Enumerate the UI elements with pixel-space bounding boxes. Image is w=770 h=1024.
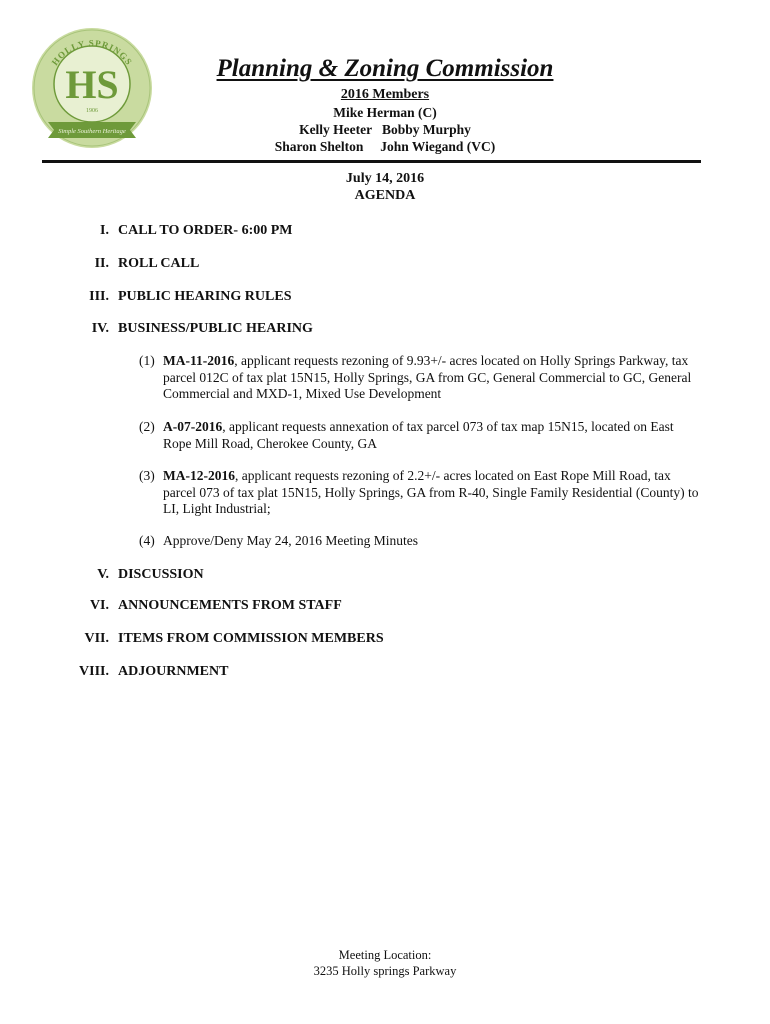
business-item — [139, 419, 699, 452]
section-label: ANNOUNCEMENTS FROM STAFF — [118, 598, 342, 613]
header-divider — [42, 160, 701, 163]
item-number: (1) — [139, 353, 155, 368]
item-number: (4) — [139, 533, 155, 548]
section-number: I. — [100, 223, 109, 238]
section-number: II. — [94, 256, 109, 271]
city-seal-logo — [30, 26, 154, 150]
section-label: DISCUSSION — [118, 567, 204, 582]
meeting-location — [0, 947, 770, 979]
agenda-label: AGENDA — [354, 188, 416, 203]
section-number: V. — [97, 567, 109, 582]
members-heading: 2016 Members — [340, 87, 430, 102]
section-number: III. — [89, 289, 109, 304]
case-number: A-07-2016 — [163, 419, 223, 434]
item-number: (3) — [139, 468, 155, 483]
item-description: , applicant requests rezoning of 9.93+/- acres located on Holly Springs Parkway, tax parcel 012C of tax plat 15N15, Holly Springs, GA from GC, General Commercial to GC, General Commercial and MXD-1, Mixed Use Development — [163, 353, 692, 401]
date-block — [0, 170, 770, 204]
member-line: Kelly Heeter Bobby Murphy — [299, 122, 471, 137]
svg-text:HS: HS — [65, 62, 119, 107]
item-description: Approve/Deny May 24, 2016 Meeting Minutes — [163, 533, 418, 548]
section-label: PUBLIC HEARING RULES — [118, 289, 292, 304]
meeting-date: July 14, 2016 — [345, 171, 425, 186]
member-line: Mike Herman (C) — [333, 105, 437, 120]
business-item — [139, 468, 699, 518]
case-number: MA-11-2016 — [163, 353, 235, 368]
document-header — [170, 52, 600, 155]
section-label: CALL TO ORDER- 6:00 PM — [118, 223, 293, 238]
item-description: , applicant requests rezoning of 2.2+/- acres located on East Rope Mill Road, tax parcel 073 of tax plat 15N15, Holly Springs, GA from R-40, Single Family Residential (County) to LI, Light Industrial; — [163, 468, 699, 516]
location-address: 3235 Holly springs Parkway — [313, 964, 457, 978]
section-label: BUSINESS/PUBLIC HEARING — [118, 321, 313, 336]
section-number: IV. — [91, 321, 109, 336]
section-label: ROLL CALL — [118, 256, 200, 271]
business-item — [139, 353, 699, 403]
member-line: Sharon Shelton John Wiegand (VC) — [274, 139, 496, 154]
item-description: , applicant requests annexation of tax parcel 073 of tax map 15N15, located on East Rope Mill Road, Cherokee County, GA — [163, 419, 674, 451]
section-number: VI. — [89, 598, 109, 613]
section-number: VIII. — [79, 664, 109, 679]
section-label: ADJOURNMENT — [118, 664, 229, 679]
case-number: MA-12-2016 — [163, 468, 235, 483]
section-number: VII. — [84, 631, 109, 646]
business-item — [139, 533, 699, 550]
svg-text:HOLLY SPRINGS: HOLLY SPRINGS — [49, 37, 135, 68]
section-label: ITEMS FROM COMMISSION MEMBERS — [118, 631, 384, 646]
location-label: Meeting Location: — [338, 948, 432, 962]
svg-text:Simple Southern Heritage: Simple Southern Heritage — [58, 128, 126, 135]
page-title: Planning & Zoning Commission — [216, 55, 554, 82]
svg-text:1906: 1906 — [86, 108, 98, 114]
item-number: (2) — [139, 419, 155, 434]
